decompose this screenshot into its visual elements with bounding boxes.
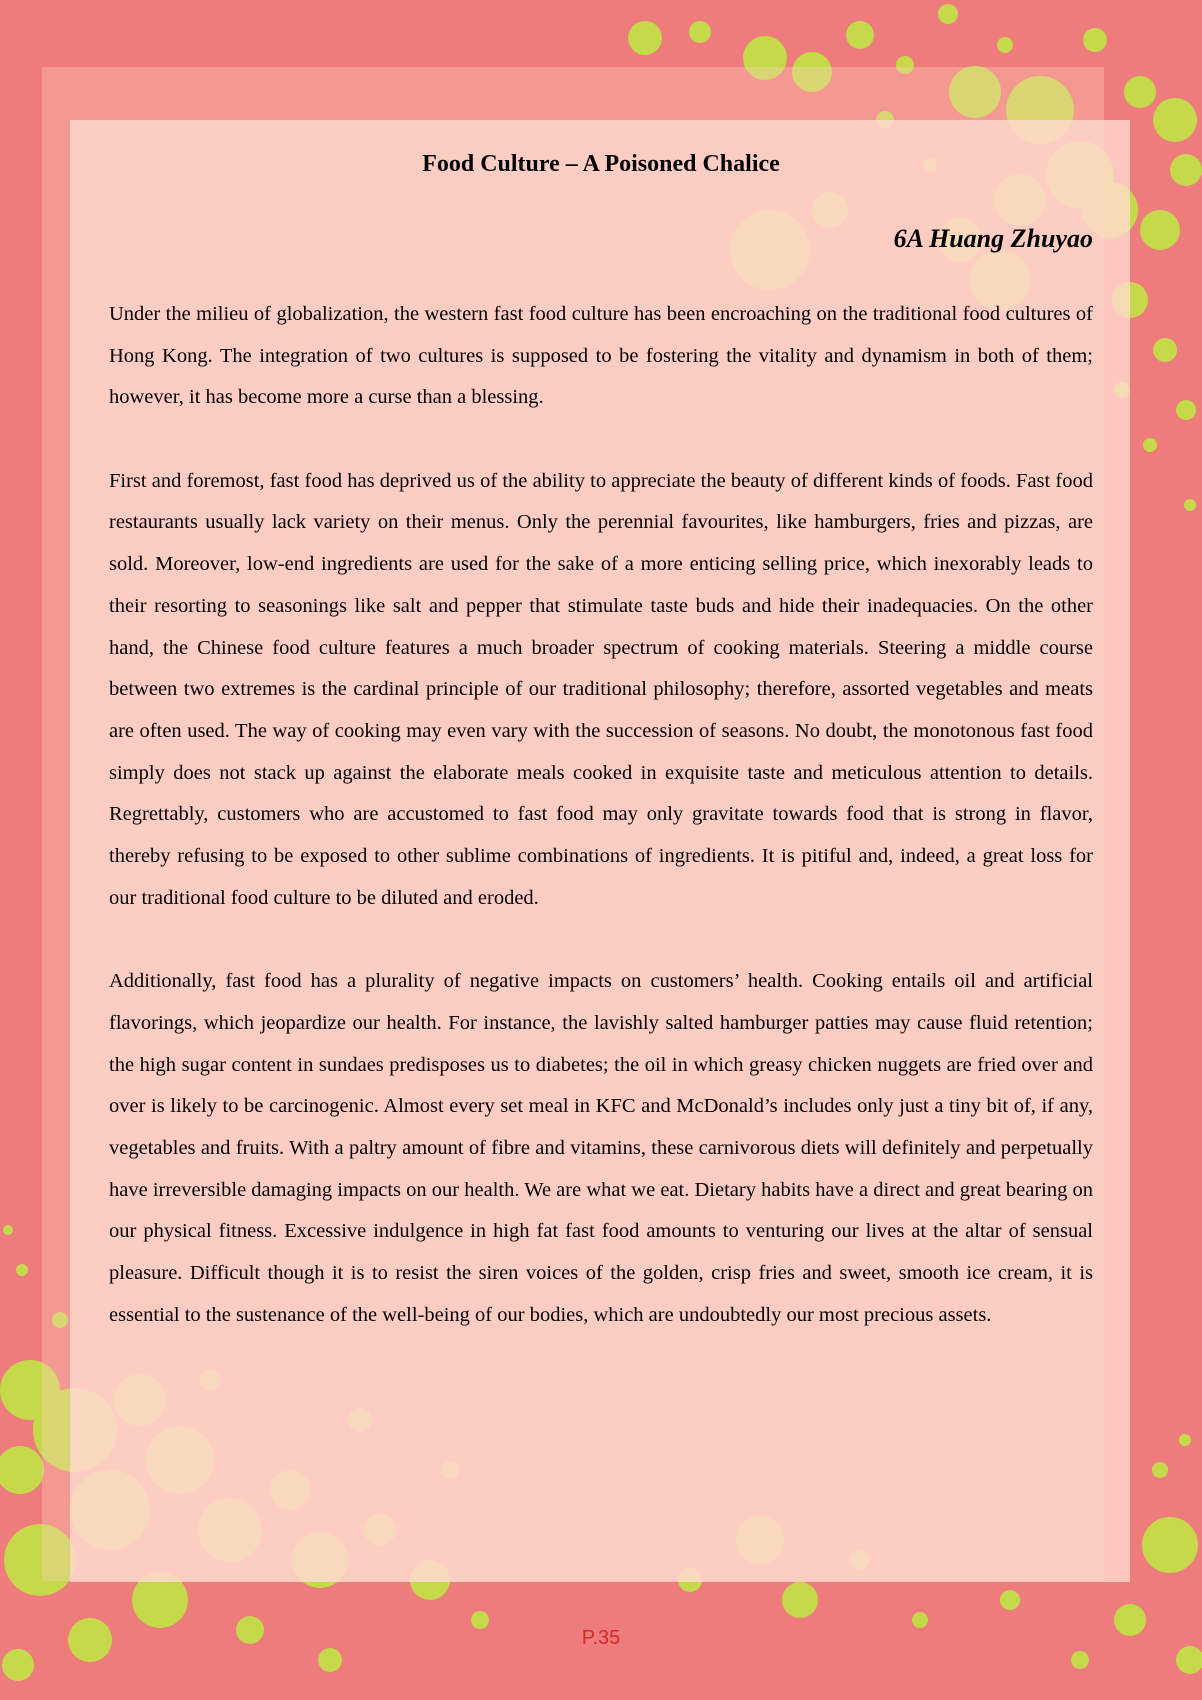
article-title: Food Culture – A Poisoned Chalice xyxy=(422,151,780,177)
page-number: P.35 xyxy=(581,1627,621,1649)
article-author: 6A Huang Zhuyao xyxy=(893,223,1093,253)
article-paragraph: Under the milieu of globalization, the western fast food culture has been encroaching on the traditional food cultures of Hong Kong. The integration of two cultures is supposed to be fostering the vitality and dynamism in both of them; however, it has become more a curse than a blessing. xyxy=(109,302,1093,409)
article xyxy=(109,150,1093,1378)
article-paragraph: First and foremost, fast food has deprived us of the ability to appreciate the beauty of different kinds of foods. Fast food restaurants usually lack variety on their menus. Only the perennial favourites, like hamburgers, fries and pizzas, are sold. Moreover, low-end ingredients are used for the sake of a more enticing selling price, which inexorably leads to their resorting to seasonings like salt and pepper that stimulate taste buds and hide their inadequacies. On the other hand, the Chinese food culture features a much broader spectrum of cooking materials. Steering a middle course between two extremes is the cardinal principle of our traditional philosophy; therefore, assorted vegetables and meats are often used. The way of cooking may even vary with the succession of seasons. No doubt, the monotonous fast food simply does not stack up against the elaborate meals cooked in exquisite taste and meticulous attention to details. Regrettably, customers who are accustomed to fast food may only gravitate towards food that is strong in flavor, thereby refusing to be exposed to other sublime combinations of ingredients. It is pitiful and, indeed, a great loss for our traditional food culture to be diluted and eroded. xyxy=(109,469,1093,909)
article-paragraph: Additionally, fast food has a plurality of negative impacts on customers’ health. Cooking entails oil and artificial flavorings, which jeopardize our health. For instance, the lavishly salted hamburger patties may cause fluid retention; the high sugar content in sundaes predisposes us to diabetes; the oil in which greasy chicken nuggets are fried over and over is likely to be carcinogenic. Almost every set meal in KFC and McDonald’s includes only just a tiny bit of, if any, vegetables and fruits. With a paltry amount of fibre and vitamins, these carnivorous diets will definitely and perpetually have irreversible damaging impacts on our health. We are what we eat. Dietary habits have a direct and great bearing on our physical fitness. Excessive indulgence in high fat fast food amounts to venturing our lives at the altar of sensual pleasure. Difficult though it is to resist the siren voices of the golden, crisp fries and sweet, smooth ice cream, it is essential to the sustenance of the well-being of our bodies, which are undoubtedly our most precious assets. xyxy=(109,970,1093,1326)
